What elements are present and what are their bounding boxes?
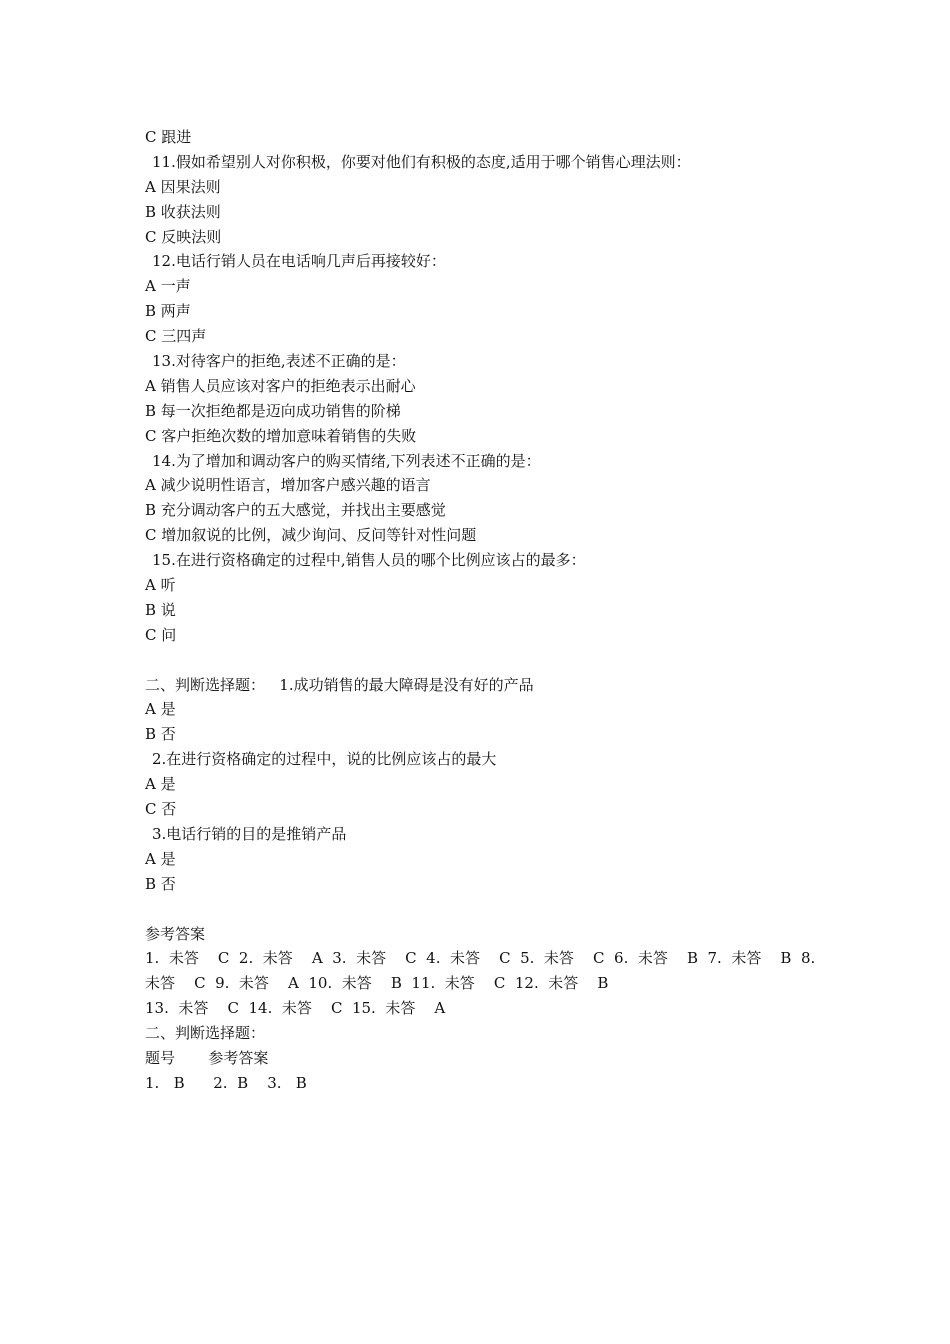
option-line: B 否 (145, 874, 176, 893)
option-line: B 说 (145, 600, 176, 619)
question-11: 11.假如希望别人对你积极，你要对他们有积极的态度,适用于哪个销售心理法则： (152, 152, 691, 171)
option-line: A 一声 (145, 277, 191, 296)
answers-row: 13. 未答 C 14. 未答 C 15. 未答 A (145, 999, 446, 1018)
question-15: 15.在进行资格确定的过程中,销售人员的哪个比例应该占的最多： (152, 551, 586, 570)
option-line: B 两声 (145, 302, 191, 321)
option-line: C 反映法则 (145, 227, 222, 246)
option-line: A 是 (145, 849, 176, 868)
question-13: 13.对待客户的拒绝,表述不正确的是： (152, 352, 406, 371)
answers-row: 未答 C 9. 未答 A 10. 未答 B 11. 未答 C 12. 未答 B (145, 974, 609, 993)
option-line: A 减少说明性语言，增加客户感兴趣的语言 (145, 476, 431, 495)
option-line: B 充分调动客户的五大感觉，并找出主要感觉 (145, 501, 446, 520)
option-line: A 是 (145, 775, 176, 794)
judge-question-2: 2.在进行资格确定的过程中，说的比例应该占的最大 (152, 750, 497, 769)
option-line: B 每一次拒绝都是迈向成功销售的阶梯 (145, 401, 401, 420)
answers-row: 1. 未答 C 2. 未答 A 3. 未答 C 4. 未答 C 5. 未答 C 6. 未答 B 7. 未答 B 8. (145, 949, 816, 968)
answers-judge-row: 1. B 2. B 3. B (145, 1073, 307, 1092)
option-line: C 跟进 (145, 128, 192, 146)
option-line: B 否 (145, 725, 176, 744)
spacer (145, 648, 825, 673)
option-line: C 问 (145, 625, 177, 644)
question-12: 12.电话行销人员在电话响几声后再接较好： (152, 252, 446, 271)
option-line: B 收获法则 (145, 202, 221, 221)
option-line: C 否 (145, 800, 177, 819)
option-line: A 因果法则 (145, 177, 221, 196)
option-line: C 增加叙说的比例，减少询问、反问等针对性问题 (145, 526, 477, 545)
option-line: A 听 (145, 576, 176, 595)
option-line: A 是 (145, 700, 176, 719)
question-14: 14.为了增加和调动客户的购买情绪,下列表述不正确的是： (152, 451, 541, 470)
document-page (145, 125, 825, 1096)
answers-judge-title: 二、判断选择题： (145, 1024, 266, 1043)
answers-title: 参考答案 (145, 924, 206, 943)
option-line: C 三四声 (145, 327, 207, 346)
option-line: A 销售人员应该对客户的拒绝表示出耐心 (145, 376, 416, 395)
answers-table-header: 题号 参考答案 (145, 1048, 269, 1067)
option-line: C 客户拒绝次数的增加意味着销售的失败 (145, 426, 417, 445)
judge-section-question-1: 二、判断选择题： 1.成功销售的最大障碍是没有好的产品 (145, 675, 534, 694)
judge-question-3: 3.电话行销的目的是推销产品 (152, 824, 347, 843)
spacer (145, 897, 825, 922)
